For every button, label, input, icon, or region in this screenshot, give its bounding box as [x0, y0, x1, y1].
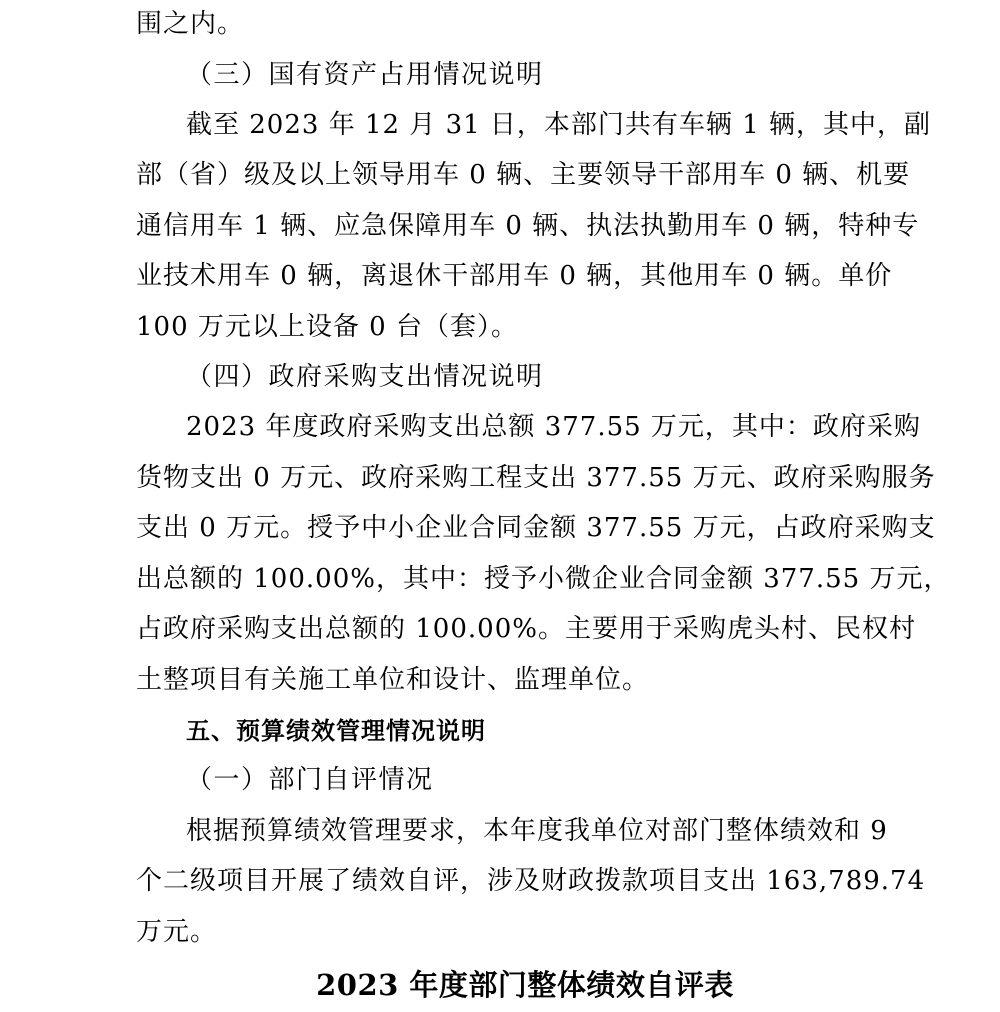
- subsection-heading-self-evaluation: （一）部门自评情况: [186, 765, 434, 795]
- paragraph-line: 部（省）级及以上领导用车 0 辆、主要领导干部用车 0 辆、机要: [136, 160, 911, 190]
- paragraph-line: 业技术用车 0 辆，离退休干部用车 0 辆，其他用车 0 辆。单价: [136, 261, 893, 291]
- subsection-heading-assets: （三）国有资产占用情况说明: [186, 60, 544, 90]
- subsection-heading-procurement: （四）政府采购支出情况说明: [186, 362, 544, 392]
- paragraph-line: 截至 2023 年 12 月 31 日，本部门共有车辆 1 辆，其中，副: [186, 110, 931, 140]
- paragraph-line: 土整项目有关施工单位和设计、监理单位。: [136, 665, 650, 695]
- paragraph-line: 根据预算绩效管理要求，本年度我单位对部门整体绩效和 9: [186, 816, 888, 846]
- paragraph-line: 支出 0 万元。授予中小企业合同金额 377.55 万元，占政府采购支: [136, 513, 936, 543]
- paragraph-line: 货物支出 0 万元、政府采购工程支出 377.55 万元、政府采购服务: [136, 463, 936, 493]
- paragraph-line: 通信用车 1 辆、应急保障用车 0 辆、执法执勤用车 0 辆，特种专: [136, 211, 920, 241]
- paragraph-line: 占政府采购支出总额的 100.00%。主要用于采购虎头村、民权村: [136, 614, 916, 644]
- table-title: 2023 年度部门整体绩效自评表: [316, 968, 734, 1002]
- paragraph-line: 100 万元以上设备 0 台（套）。: [136, 312, 518, 342]
- paragraph-line: 个二级项目开展了绩效自评，涉及财政拨款项目支出 163,789.74: [136, 866, 926, 896]
- paragraph-line: 围之内。: [136, 9, 245, 39]
- paragraph-line: 2023 年度政府采购支出总额 377.55 万元，其中：政府采购: [186, 412, 921, 442]
- section-heading-performance: 五、预算绩效管理情况说明: [186, 717, 486, 745]
- paragraph-line: 出总额的 100.00%，其中：授予小微企业合同金额 377.55 万元，: [136, 564, 951, 594]
- paragraph-line: 万元。: [136, 917, 218, 947]
